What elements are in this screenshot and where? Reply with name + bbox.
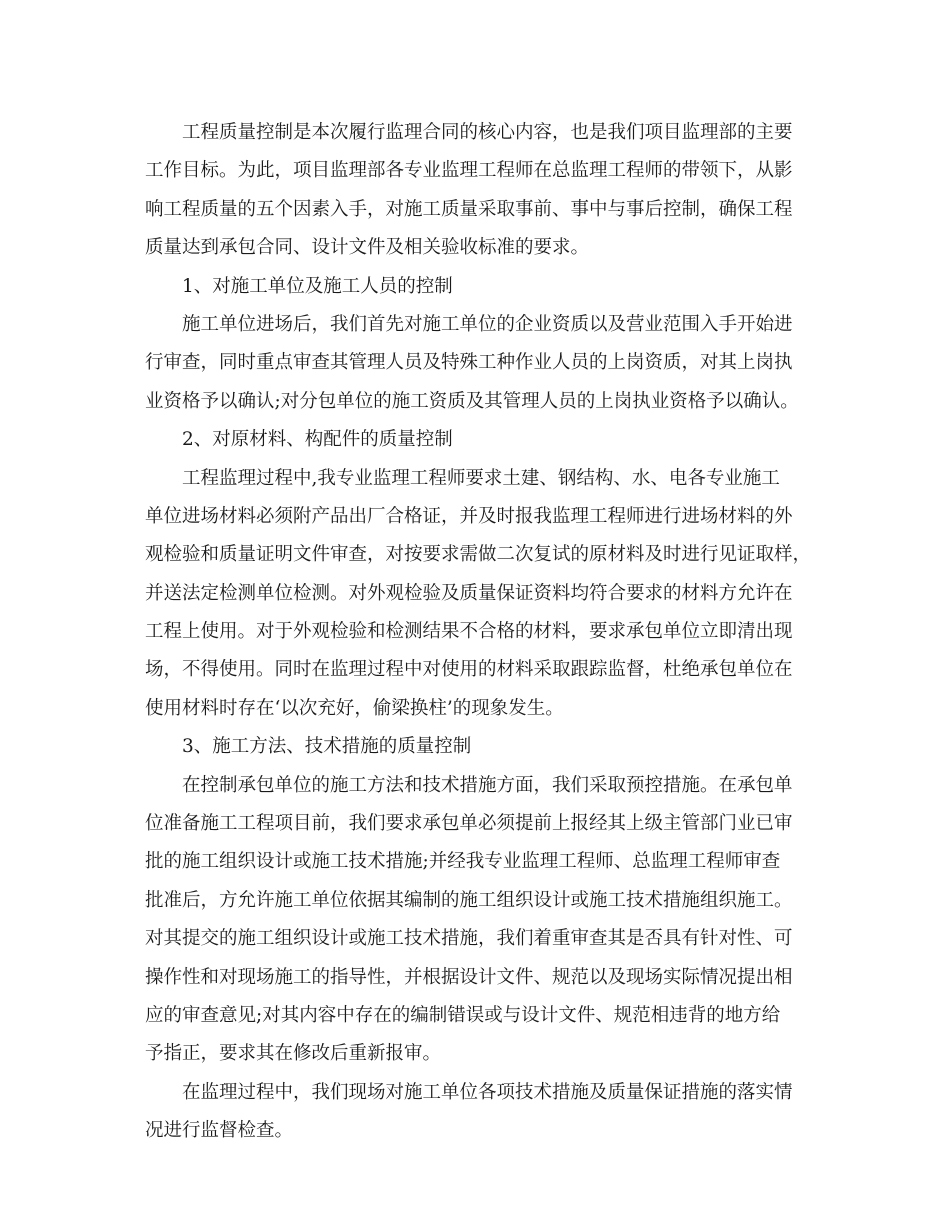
section-heading-1: 1、对施工单位及施工人员的控制 — [182, 275, 453, 297]
paragraph-line: 工程监理过程中,我专业监理工程师要求土建、钢结构、水、电各专业施工 — [182, 467, 780, 489]
paragraph-line: 位准备施工工程项目前，我们要求承包单必须提前上报经其上级主管部门业已审 — [145, 813, 793, 835]
paragraph-line: 施工单位进场后，我们首先对施工单位的企业资质以及营业范围入手开始进 — [182, 313, 793, 335]
paragraph-line: 操作性和对现场施工的指导性，并根据设计文件、规范以及现场实际情况提出相 — [145, 966, 793, 988]
paragraph-line: 使用材料时存在‘以次充好，偷梁换柱’的现象发生。 — [145, 697, 564, 719]
paragraph-line: 业资格予以确认;对分包单位的施工资质及其管理人员的上岗执业资格予以确认。 — [145, 390, 799, 412]
paragraph-line: 批准后，方允许施工单位依据其编制的施工组织设计或施工技术措施组织施工。 — [145, 889, 793, 911]
paragraph-line: 工程上使用。对于外观检验和检测结果不合格的材料，要求承包单位立即清出现 — [145, 621, 793, 643]
section-heading-3: 3、施工方法、技术措施的质量控制 — [182, 736, 472, 758]
paragraph-line: 工作目标。为此，项目监理部各专业监理工程师在总监理工程师的带领下，从影 — [145, 160, 793, 182]
paragraph-line: 应的审查意见;对其内容中存在的编制错误或与设计文件、规范相违背的地方给 — [145, 1004, 781, 1026]
paragraph-line: 单位进场材料必须附产品出厂合格证，并及时报我监理工程师进行进场材料的外 — [145, 505, 793, 527]
paragraph-line: 并送法定检测单位检测。对外观检验及质量保证资料均符合要求的材料方允许在 — [145, 582, 793, 604]
document-body — [145, 114, 812, 1151]
section-heading-2: 2、对原材料、构配件的质量控制 — [182, 429, 453, 451]
paragraph-line: 质量达到承包合同、设计文件及相关验收标准的要求。 — [145, 237, 590, 259]
paragraph-line: 场，不得使用。同时在监理过程中对使用的材料采取跟踪监督，杜绝承包单位在 — [145, 659, 793, 681]
paragraph-line: 在控制承包单位的施工方法和技术措施方面，我们采取预控措施。在承包单 — [182, 774, 793, 796]
paragraph-line: 工程质量控制是本次履行监理合同的核心内容，也是我们项目监理部的主要 — [182, 122, 793, 143]
paragraph-line: 况进行监督检查。 — [145, 1120, 294, 1142]
paragraph-line: 响工程质量的五个因素入手，对施工质量采取事前、事中与事后控制，确保工程 — [145, 198, 793, 220]
paragraph-line: 批的施工组织设计或施工技术措施;并经我专业监理工程师、总监理工程师审查 — [145, 851, 781, 873]
paragraph-line: 对其提交的施工组织设计或施工技术措施，我们着重审查其是否具有针对性、可 — [145, 928, 793, 950]
paragraph-line: 观检验和质量证明文件审查，对按要求需做二次复试的原材料及时进行见证取样， — [145, 544, 812, 566]
paragraph-line: 在监理过程中，我们现场对施工单位各项技术措施及质量保证措施的落实情 — [182, 1081, 793, 1103]
paragraph-line: 行审查，同时重点审查其管理人员及特殊工种作业人员的上岗资质，对其上岗执 — [145, 352, 793, 374]
paragraph-line: 予指正，要求其在修改后重新报审。 — [145, 1043, 442, 1065]
